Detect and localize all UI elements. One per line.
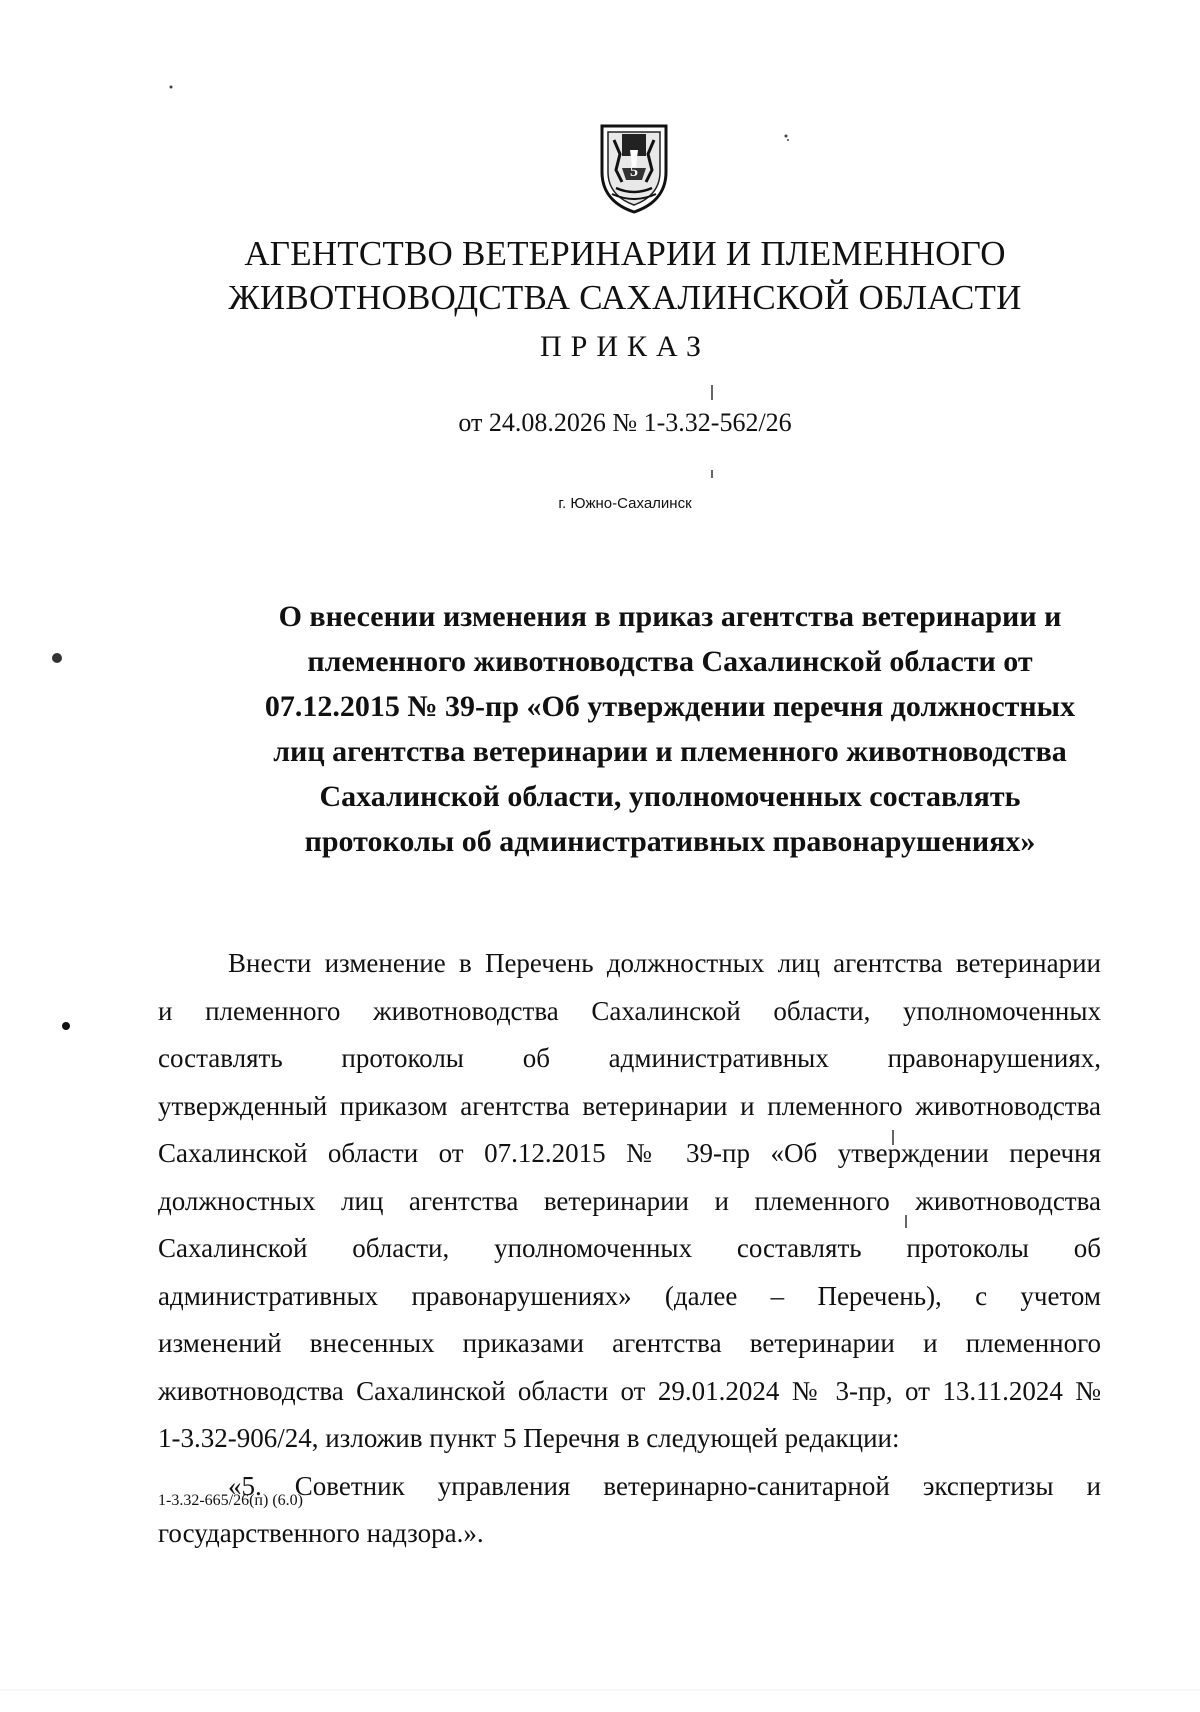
body-line: «5. Советник управления ветеринарно-санитарной экспертизы и (228, 1470, 1101, 1501)
agency-name (200, 232, 1050, 320)
body-line: Сахалинской области от 07.12.2015 № 39-пр «Об утверждении перечня (158, 1138, 1101, 1168)
body-line: утвержденный приказом агентства ветеринарии и племенного животноводства (158, 1090, 1101, 1121)
body-line: государственного надзора.». (158, 1518, 484, 1548)
body-line: 1-3.32-906/24, изложив пункт 5 Перечня в следующей редакции: (158, 1423, 900, 1453)
coat-of-arms-icon (586, 120, 682, 216)
document-type: ПРИКАЗ (540, 330, 710, 363)
svg-text:5: 5 (630, 163, 638, 180)
title-line: О внесении изменения в приказ агентства ветеринарии и (278, 600, 1062, 633)
title-line: 07.12.2015 № 39-пр «Об утверждении перечня должностных (264, 690, 1076, 723)
body-line: Сахалинской области, уполномоченных составлять протоколы об (158, 1233, 1101, 1263)
title-line: лиц агентства ветеринарии и племенного животноводства (273, 735, 1067, 768)
body-line: Внести изменение в Перечень должностных лиц агентства ветеринарии (228, 948, 1101, 978)
document-body (158, 940, 1101, 1558)
document-footer-code: 1-3.32-665/26(п) (6.0) (158, 1492, 303, 1509)
body-line: животноводства Сахалинской области от 29.01.2024 № 3-пр, от 13.11.2024 № (158, 1375, 1101, 1406)
body-line: изменений внесенных приказами агентства ветеринарии и племенного (158, 1328, 1101, 1358)
body-line: должностных лиц агентства ветеринарии и племенного животноводства (158, 1185, 1101, 1216)
document-title (210, 594, 1130, 864)
document-date-number: от 24.08.2026 № 1-3.32-562/26 (458, 408, 792, 437)
title-line: Сахалинской области, уполномоченных составлять (319, 780, 1021, 813)
title-line: протоколы об административных правонарушениях» (304, 825, 1036, 858)
title-line: племенного животноводства Сахалинской области от (307, 645, 1033, 678)
body-line: административных правонарушениях» (далее – Перечень), с учетом (158, 1280, 1101, 1311)
agency-name-line-1: АГЕНТСТВО ВЕТЕРИНАРИИ И ПЛЕМЕННОГО (244, 234, 1006, 273)
agency-name-line-2: ЖИВОТНОВОДСТВА САХАЛИНСКОЙ ОБЛАСТИ (228, 278, 1022, 317)
body-line: и племенного животноводства Сахалинской области, уполномоченных (158, 995, 1101, 1026)
body-line: составлять протоколы об административных правонарушениях, (158, 1043, 1101, 1073)
document-city: г. Южно-Сахалинск (558, 495, 692, 512)
